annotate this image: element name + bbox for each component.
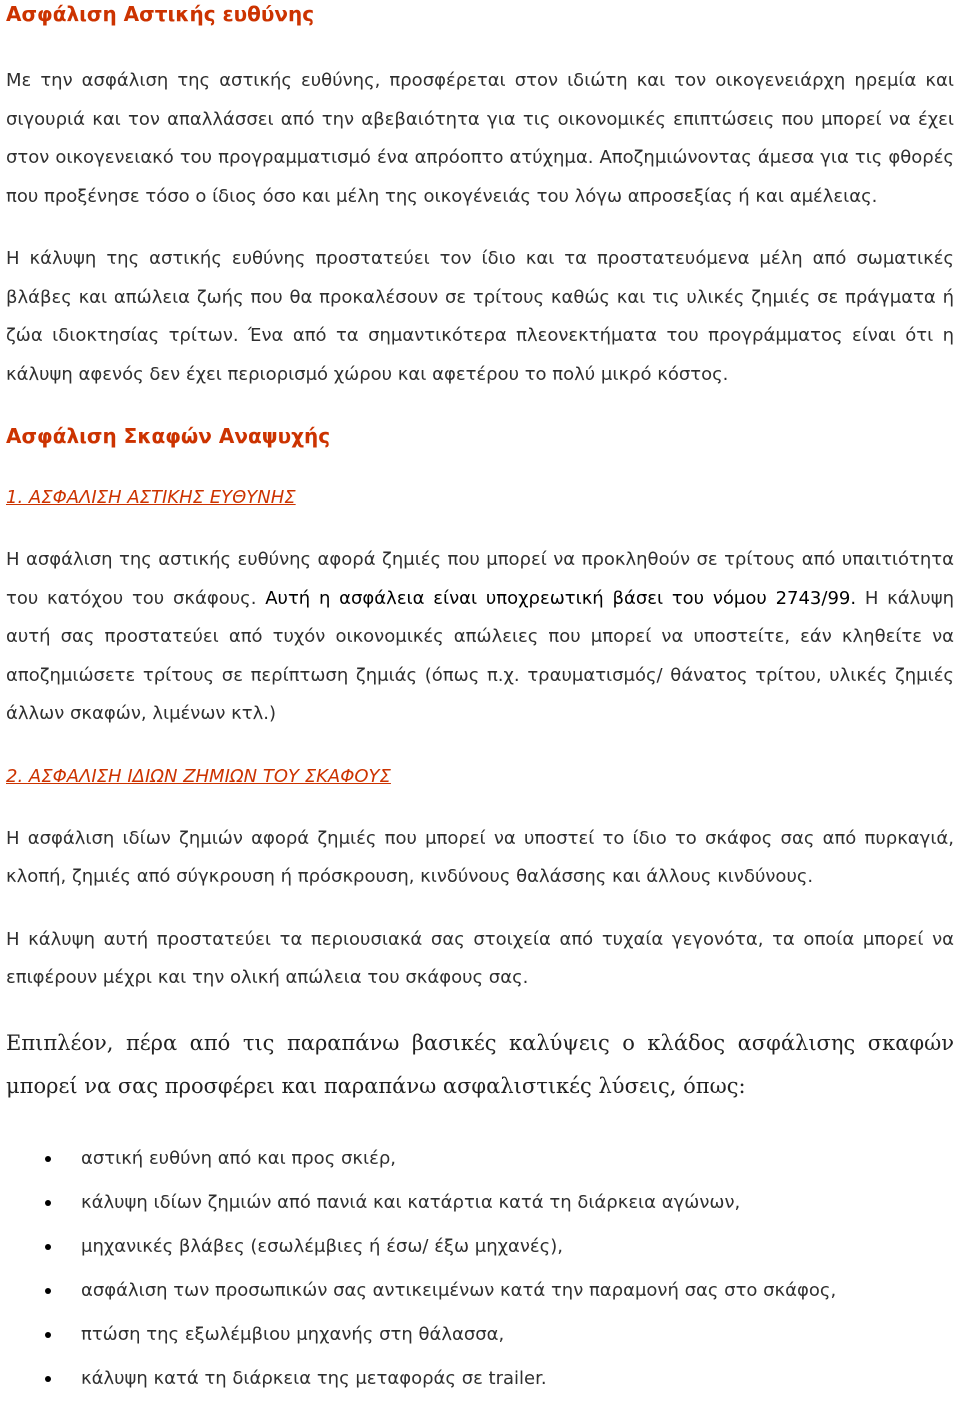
list-item bbox=[6, 1269, 954, 1313]
list-item-text: αστική ευθύνη από και προς σκιέρ, bbox=[81, 1147, 396, 1169]
extra-coverage-list bbox=[6, 1137, 954, 1401]
list-item bbox=[6, 1313, 954, 1357]
bullet-icon bbox=[45, 1288, 51, 1294]
section1-text-a: Η ασφάλιση της αστικής ευθύνης αφορά ζημιές που μπορεί να προκληθούν σε τρίτους από υπαιτιότητα του κατόχου του σκάφους. bbox=[6, 549, 954, 609]
section2-paragraph-2: Η κάλυψη αυτή προστατεύει τα περιουσιακά σας στοιχεία από τυχαία γεγονότα, τα οποία μπορεί να επιφέρουν μέχρι και την ολική απώλεια του σκάφους σας. bbox=[6, 928, 954, 988]
coverage-paragraph: Η κάλυψη της αστικής ευθύνης προστατεύει τον ίδιο και τα προστατευόμενα μέλη από σωματικές βλάβες και απώλεια ζωής που θα προκαλέσουν σε τρίτους καθώς και τις υλικές ζημιές σε πράγματα ή ζώα ιδιοκτησίας τρίτων. Ένα από τα σημαντικότερα πλεονεκτήματα του προγράμματος είναι ότι η κάλυψη αφενός δεν έχει περιορισμό χώρου και αφετέρου το πολύ μικρό κόστος. bbox=[6, 248, 954, 385]
section2-heading: 2. ΑΣΦΑΛΙΣΗ ΙΔΙΩΝ ΖΗΜΙΩΝ ΤΟΥ ΣΚΑΦΟΥΣ bbox=[6, 765, 391, 787]
intro-paragraph: Με την ασφάλιση της αστικής ευθύνης, προσφέρεται στον ιδιώτη και τον οικογενειάρχη ηρεμία και σιγουριά και τον απαλλάσσει από την αβεβαιότητα για τις οικονομικές επιπτώσεις που μπορεί να έχει στον οικογενειακό του προγραμματισμό ένα απρόοπτο ατύχημα. Αποζημιώνοντας άμεσα για τις φθορές που προξένησε τόσο ο ίδιος όσο και μέλη της οικογένειάς του λόγω απροσεξίας ή και αμέλειας. bbox=[6, 70, 954, 207]
section1-paragraph bbox=[6, 541, 954, 734]
section1-legal-note: Αυτή η ασφάλεια είναι υποχρεωτική βάσει του νόμου 2743/99. bbox=[265, 587, 857, 609]
section2-paragraph-1: Η ασφάλιση ιδίων ζημιών αφορά ζημιές που μπορεί να υποστεί το ίδιο το σκάφος σας από πυρκαγιά, κλοπή, ζημιές από σύγκρουση ή πρόσκρουση, κινδύνους θαλάσσης και άλλους κινδύνους. bbox=[6, 827, 954, 887]
section1-text-c: Η κάλυψη αυτή σας προστατεύει από τυχόν οικονομικές απώλειες που μπορεί να υποστείτε, εάν κληθείτε να αποζημιώσετε τρίτους σε περίπτωση ζημιάς (όπως π.χ. τραυματισμός/ θάνατος τρίτου, υλικές ζημιές άλλων σκαφών, λιμένων κτλ.) bbox=[6, 587, 954, 724]
bullet-icon bbox=[45, 1244, 51, 1250]
list-item-text: μηχανικές βλάβες (εσωλέμβιες ή έσω/ έξω μηχανές), bbox=[81, 1235, 563, 1257]
bullet-icon bbox=[45, 1332, 51, 1338]
bullet-icon bbox=[45, 1376, 51, 1382]
list-item bbox=[6, 1357, 954, 1401]
list-item-text: πτώση της εξωλέμβιου μηχανής στη θάλασσα, bbox=[81, 1323, 505, 1345]
list-item-text: ασφάλιση των προσωπικών σας αντικειμένων κατά την παραμονή σας στο σκάφος, bbox=[81, 1279, 837, 1301]
bullet-icon bbox=[45, 1156, 51, 1162]
bullet-icon bbox=[45, 1200, 51, 1206]
extra-coverage-paragraph: Επιπλέον, πέρα από τις παραπάνω βασικές καλύψεις ο κλάδος ασφάλισης σκαφών μπορεί να σας προσφέρει και παραπάνω ασφαλιστικές λύσεις, όπως: bbox=[6, 1030, 954, 1098]
page-title: Ασφάλιση Αστικής ευθύνης bbox=[6, 2, 315, 26]
list-item bbox=[6, 1225, 954, 1269]
list-item bbox=[6, 1137, 954, 1181]
list-item-text: κάλυψη κατά τη διάρκεια της μεταφοράς σε trailer. bbox=[81, 1367, 547, 1389]
section1-heading: 1. ΑΣΦΑΛΙΣΗ ΑΣΤΙΚΗΣ ΕΥΘΥΝΗΣ bbox=[6, 487, 296, 508]
list-item-text: κάλυψη ιδίων ζημιών από πανιά και κατάρτια κατά τη διάρκεια αγώνων, bbox=[81, 1191, 741, 1213]
boats-heading: Ασφάλιση Σκαφών Αναψυχής bbox=[6, 424, 331, 448]
list-item bbox=[6, 1181, 954, 1225]
